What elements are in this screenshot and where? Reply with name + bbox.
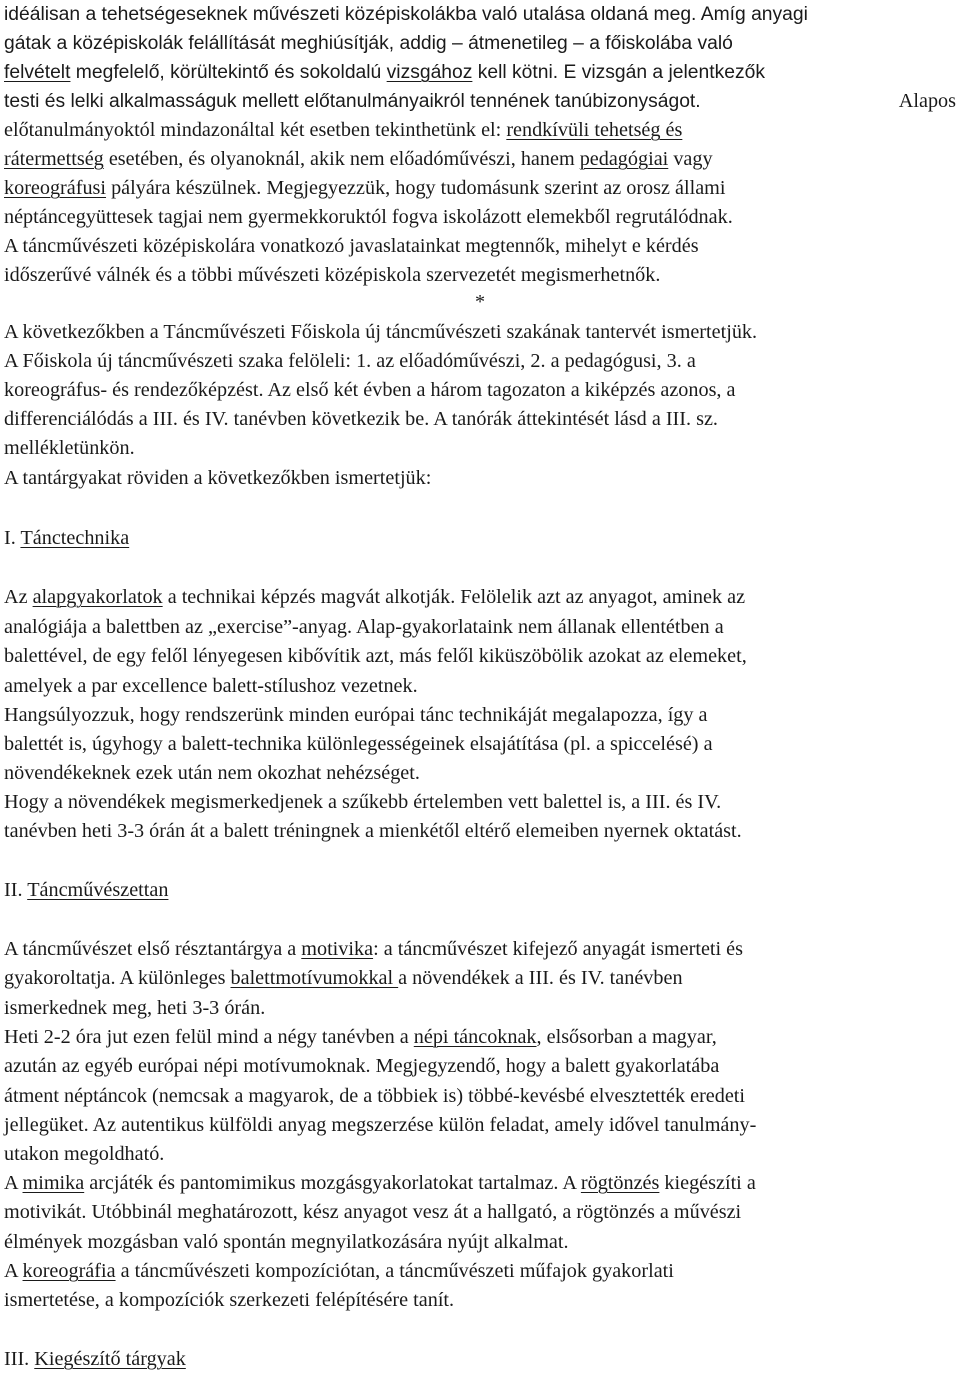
text-span: utakon megoldható. (4, 1143, 165, 1165)
text-line (4, 174, 960, 204)
text-line (4, 1140, 960, 1170)
text-span: azután az egyéb európai népi motívumoknak. Megjegyzendő, hogy a balett gyakorlatába (4, 1055, 720, 1077)
text-line (4, 701, 960, 731)
text-span: A (4, 1260, 23, 1282)
text-span: gátak a középiskolák felállítását meghiúsítják, addig – átmenetileg – a főiskolába való (4, 33, 733, 54)
text-span: előtanulmányoktól mindazonáltal két esetben tekinthetünk el: (4, 119, 507, 141)
text-span: differenciálódás a III. és IV. tanévben következik be. A tanórák áttekintését lásd a III. sz. (4, 408, 718, 430)
text-span: a táncművészeti kompozíciótan, a táncművészeti műfajok gyakorlati (115, 1260, 674, 1282)
text-line (4, 1169, 960, 1199)
text-line (4, 318, 960, 348)
section-heading (4, 1345, 960, 1375)
underlined-term: rendkívüli tehetség és (506, 119, 683, 141)
text-span: gyakoroltatja. A különleges (4, 967, 231, 989)
text-span: amelyek a par excellence balett-stílushoz vezetnek. (4, 675, 418, 697)
text-span: ismerkednek meg, heti 3-3 órán. (4, 997, 266, 1019)
text-line (4, 58, 960, 88)
underlined-term: felvételt (4, 62, 71, 83)
underlined-term: koreográfusi (4, 177, 107, 199)
underlined-term: motivika (301, 938, 374, 960)
text-line (4, 434, 960, 464)
text-span: A következőkben a Táncművészeti Főiskola új táncművészeti szakának tantervét ismertetjük. (4, 321, 758, 343)
text-line (4, 935, 960, 965)
section-heading (4, 876, 960, 906)
text-span: idéálisan a tehetségeseknek művészeti középiskolákba való utalása oldaná meg. Amíg anyagi (4, 4, 808, 25)
text-line (4, 116, 960, 146)
text-line (4, 1228, 960, 1258)
text-span: arcjáték és pantomimikus mozgásgyakorlatokat tartalmaz. A (84, 1172, 581, 1194)
text-span: pályára készülnek. Megjegyezzük, hogy tudomásunk szerint az orosz állami (106, 177, 726, 199)
text-line (4, 672, 960, 702)
text-span: megfelelő, körültekintő és sokoldalú (70, 62, 387, 83)
separator-text: * (474, 291, 486, 313)
text-span: A (4, 1172, 23, 1194)
text-line (4, 261, 960, 291)
text-line (4, 964, 960, 994)
text-span: Hangsúlyozzuk, hogy rendszerünk minden európai tánc technikáját megalapozza, így a (4, 704, 708, 726)
text-span: vagy (668, 148, 713, 170)
text-line (4, 817, 960, 847)
text-line (4, 994, 960, 1024)
text-span: motivikát. Utóbbinál meghatározott, kész anyagot vesz át a hallgató, a rögtönzés a művészi (4, 1201, 742, 1223)
underlined-term: alapgyakorlatok (32, 586, 163, 608)
text-span: Az (4, 586, 33, 608)
text-line (4, 1082, 960, 1112)
text-span: ismertetése, a kompozíciók szerkezeti felépítésére tanít. (4, 1289, 455, 1311)
text-span: , elsősorban a magyar, (536, 1026, 717, 1048)
text-line (4, 376, 960, 406)
text-span: növendékeknek ezek után nem okozhat nehézséget. (4, 762, 420, 784)
section-title: Tánctechnika (20, 527, 130, 549)
text-line (4, 347, 960, 377)
text-span: analógiája a balettben az „exercise”-anyag. Alap-gyakorlataink nem állanak ellentétben a (4, 616, 724, 638)
text-line (4, 1052, 960, 1082)
text-span: néptáncegyüttesek tagjai nem gyermekkoruktól fogva iskolázott elemekből regrutálódnak. (4, 206, 733, 228)
text-span: balettével, de egy felől lényegesen kibővítik azt, más felől kiküszöbölik azokat az elemeket, (4, 645, 747, 667)
text-span: A Főiskola új táncművészeti szaka felöleli: 1. az előadóművészi, 2. a pedagógusi, 3. a (4, 350, 696, 372)
underlined-term: rátermettség (4, 148, 104, 170)
text-span: mellékletünkön. (4, 437, 135, 459)
text-line (4, 583, 960, 613)
text-line (4, 232, 960, 262)
section-number: II. (4, 879, 28, 901)
text-line (4, 613, 960, 643)
text-span: tanévben heti 3-3 órán át a balett tréningnek a mienkétől eltérő elemeiben nyernek oktatást. (4, 820, 742, 842)
text-line (4, 1198, 960, 1228)
text-span: a növendékek a III. és IV. tanévben (398, 967, 683, 989)
underlined-term: pedagógiai (579, 148, 669, 170)
underlined-term: népi táncoknak (413, 1026, 537, 1048)
text-line (4, 1023, 960, 1053)
text-span: A táncművészet első résztantárgya a (4, 938, 302, 960)
underlined-term: vizsgához (386, 62, 473, 83)
text-line-tail (899, 87, 956, 117)
section-heading (4, 524, 960, 554)
section-number: III. (4, 1348, 35, 1370)
underlined-term: rögtönzés (580, 1172, 660, 1194)
text-line (4, 788, 960, 818)
text-span: testi és lelki alkalmasságuk mellett előtanulmányaikról tennének tanúbizonyságot. (4, 91, 701, 112)
text-span: A táncművészeti középiskolára vonatkozó javaslatainkat megtennők, mihelyt e kérdés (4, 235, 699, 257)
text-span: kiegészíti a (659, 1172, 756, 1194)
text-span: kell kötni. E vizsgán a jelentkezők (472, 62, 765, 83)
text-line (4, 29, 960, 59)
text-span: élmények mozgásban való spontán megnyilatkozására nyújt alkalmat. (4, 1231, 569, 1253)
underlined-term: koreográfia (22, 1260, 116, 1282)
text-line (4, 1286, 960, 1316)
text-line (4, 1111, 960, 1141)
text-line (4, 0, 960, 30)
text-span: Hogy a növendékek megismerkedjenek a szűkebb értelemben vett balettel is, a III. és IV. (4, 791, 722, 813)
text-line (4, 87, 960, 117)
section-title: Kiegészítő tárgyak (34, 1348, 186, 1370)
text-span: időszerűvé válnék és a többi művészeti középiskola szervezetét megismerhetnők. (4, 264, 661, 286)
text-span: Alapos (898, 90, 956, 112)
text-line (4, 464, 960, 494)
text-span: jellegüket. Az autentikus külföldi anyag megszerzése külön feladat, amely idővel tanulmány- (4, 1114, 757, 1136)
text-line (4, 405, 960, 435)
text-span: átment néptáncok (nemcsak a magyarok, de a többiek is) többé-kevésbé elvesztették eredeti (4, 1085, 746, 1107)
text-line (4, 759, 960, 789)
text-line (4, 642, 960, 672)
text-span: : a táncművészet kifejező anyagát ismerteti és (373, 938, 744, 960)
text-span: balettét is, úgyhogy a balett-technika különlegességeinek elsajátítása (pl. a spiccelésé) a (4, 733, 713, 755)
text-span: a technikai képzés magvát alkotják. Felölelik azt az anyagot, aminek az (162, 586, 746, 608)
text-span: A tantárgyakat röviden a következőkben ismertetjük: (4, 467, 432, 489)
text-line (4, 730, 960, 760)
text-span: esetében, és olyanoknál, akik nem előadóművészi, hanem (103, 148, 580, 170)
text-span: koreográfus- és rendezőképzést. Az első két évben a három tagozaton a kiképzés azonos, a (4, 379, 736, 401)
text-line (4, 1257, 960, 1287)
text-line (4, 145, 960, 175)
underlined-term: mimika (22, 1172, 85, 1194)
text-span: Heti 2-2 óra jut ezen felül mind a négy tanévben a (4, 1026, 414, 1048)
section-title: Táncművészettan (27, 879, 169, 901)
underlined-term: balettmotívumokkal (230, 967, 399, 989)
separator-asterisk (0, 288, 960, 318)
section-number: I. (4, 527, 21, 549)
text-line (4, 203, 960, 233)
